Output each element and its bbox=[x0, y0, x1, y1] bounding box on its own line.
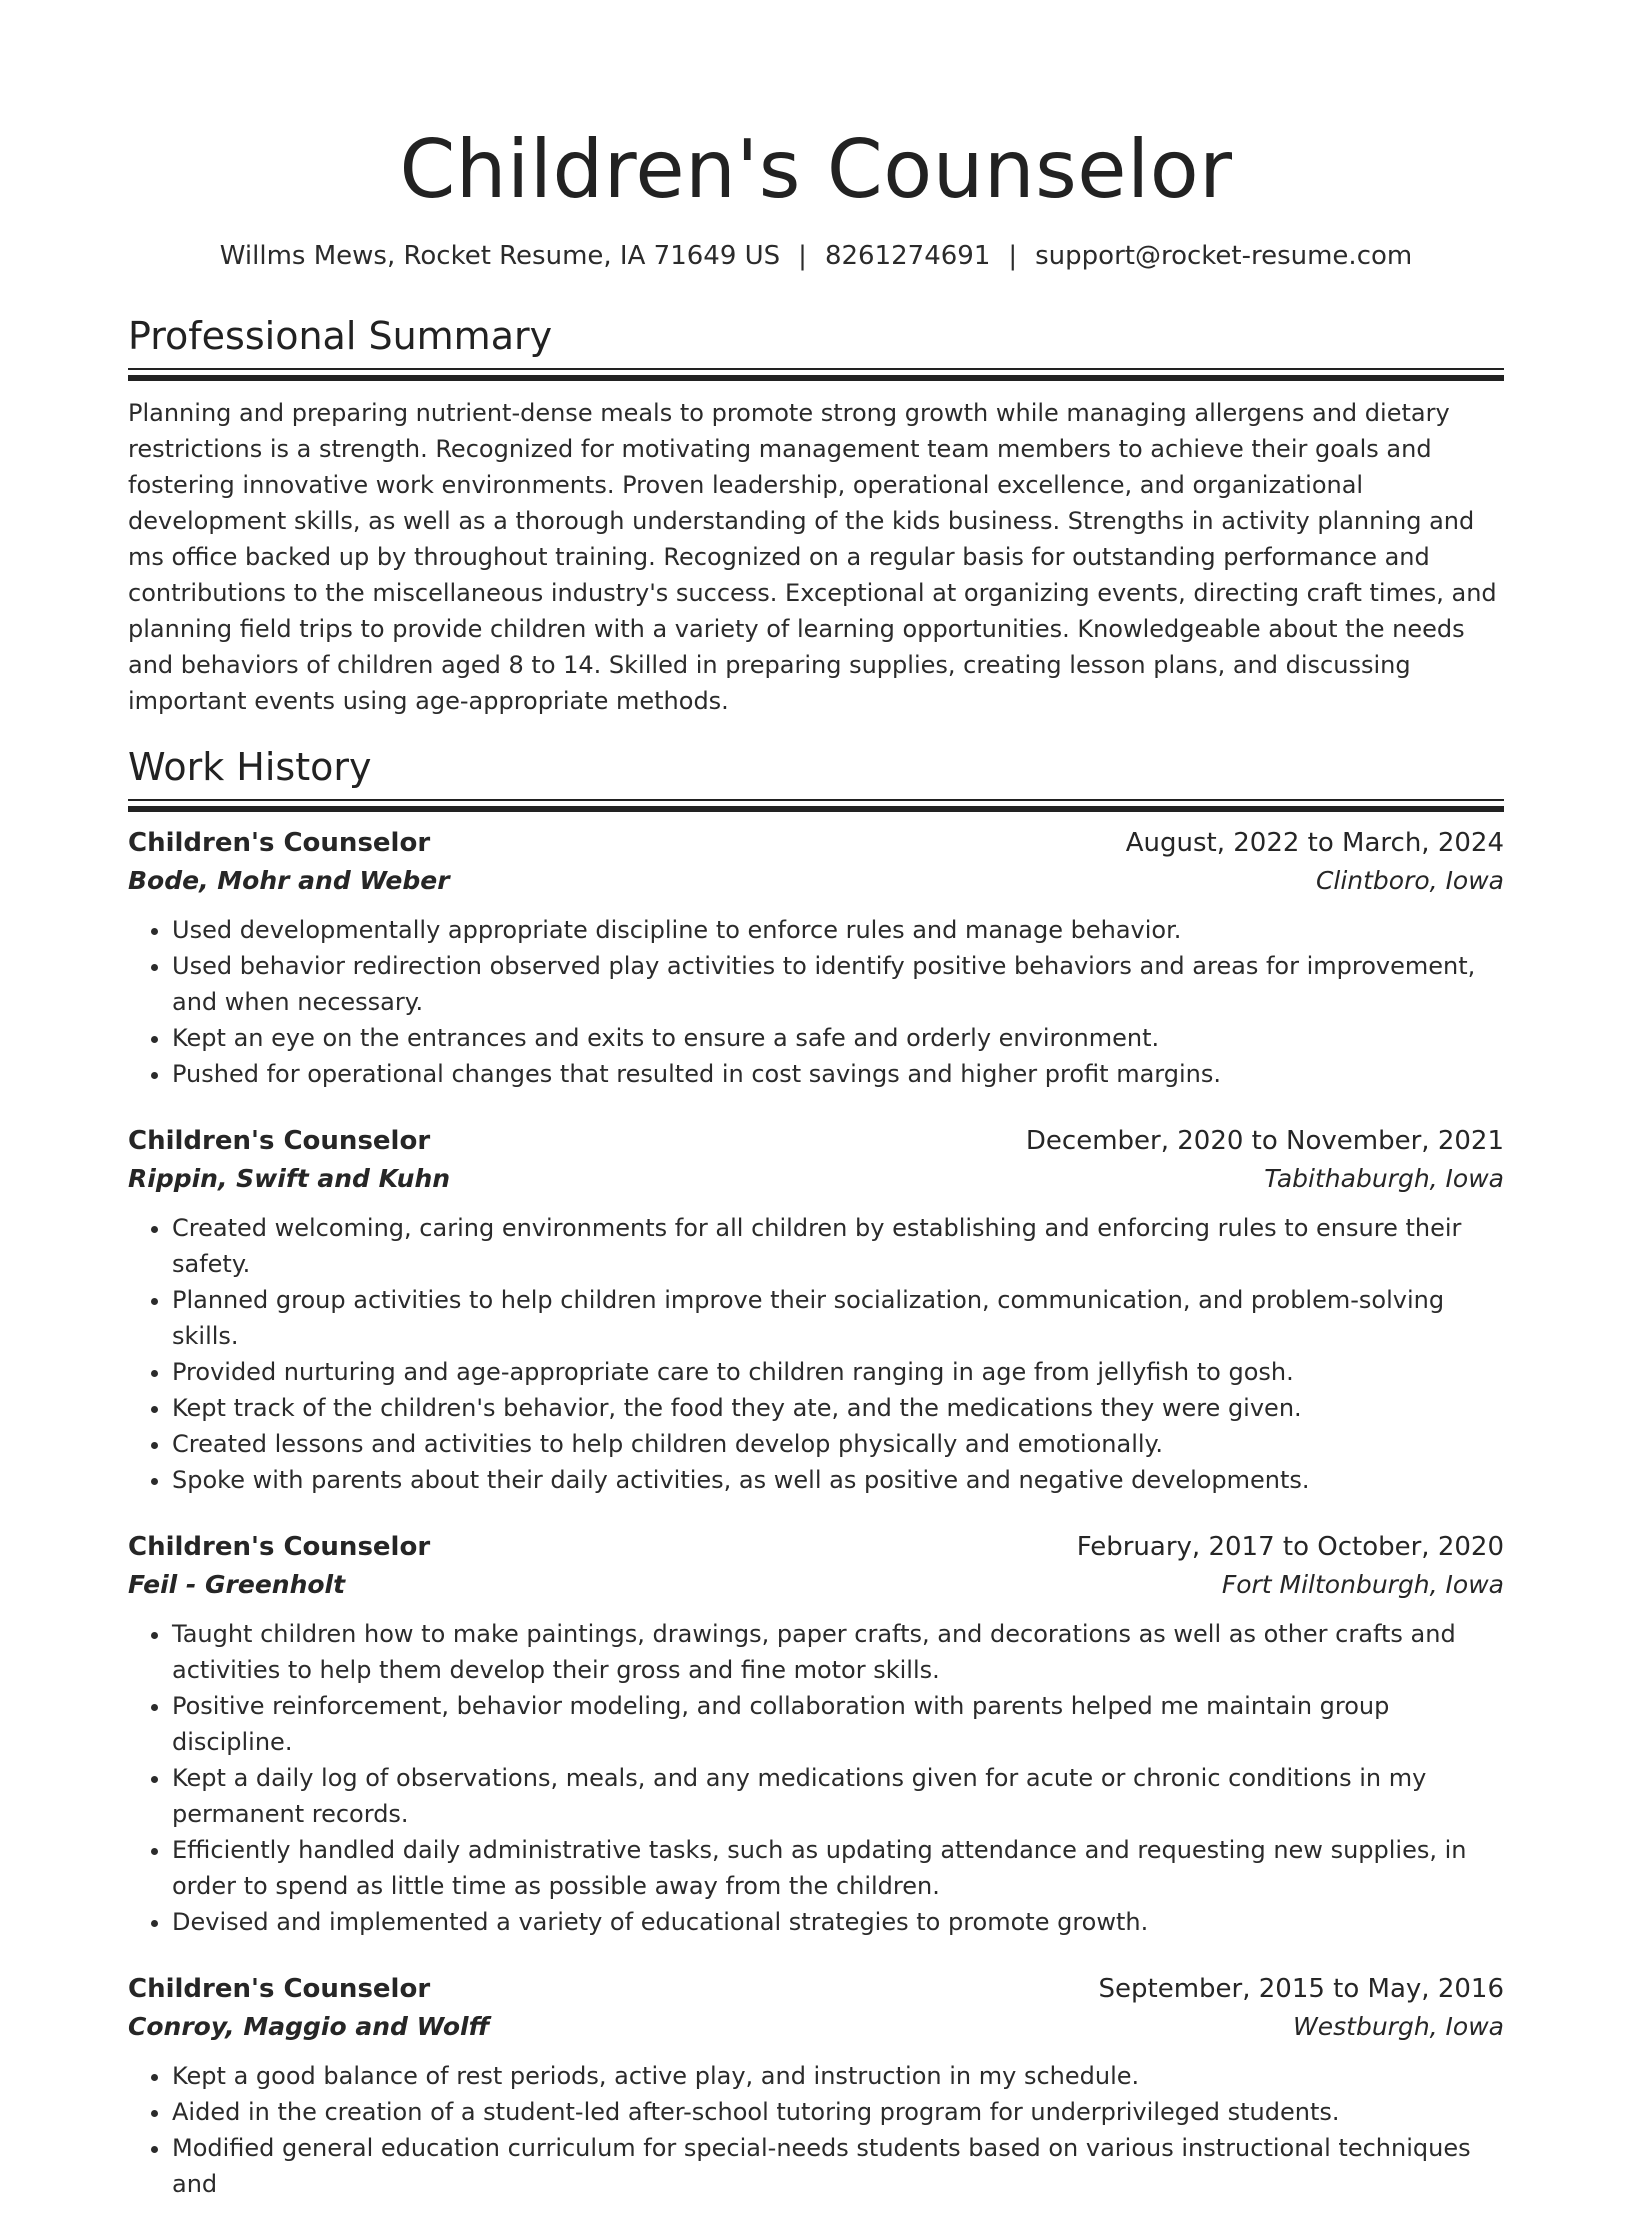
job-dates: December, 2020 to November, 2021 bbox=[1025, 1126, 1504, 1156]
list-item: • Kept a good balance of rest periods, active play, and instruction in my schedule. bbox=[172, 2058, 1504, 2094]
job-entry bbox=[128, 824, 1504, 1092]
job-bullets bbox=[128, 1210, 1504, 1498]
contact-address: Willms Mews, Rocket Resume, IA 71649 US bbox=[219, 241, 781, 271]
job-title: Children's Counselor bbox=[128, 1532, 431, 1562]
contact-email: support@rocket-resume.com bbox=[1035, 241, 1413, 271]
job-list bbox=[128, 824, 1504, 2202]
job-location: Clintboro, Iowa bbox=[1315, 866, 1504, 895]
job-location: Westburgh, Iowa bbox=[1293, 2012, 1504, 2041]
job-dates: September, 2015 to May, 2016 bbox=[1098, 1974, 1504, 2004]
list-item: • Planned group activities to help children improve their socialization, communication, and problem-solving skills. bbox=[172, 1282, 1504, 1354]
list-item: • Used behavior redirection observed play activities to identify positive behaviors and areas for improvement, and when necessary. bbox=[172, 948, 1504, 1020]
job-location: Tabithaburgh, Iowa bbox=[1264, 1164, 1504, 1193]
resume-page bbox=[128, 118, 1504, 2232]
section-title-summary: Professional Summary bbox=[128, 314, 553, 358]
summary-text: Planning and preparing nutrient-dense meals to promote strong growth while managing allergens and dietary restrictions is a strength. Recognized for motivating management team members to achieve their goals and fostering innovative work environments. Proven leadership, operational excellence, and organizational development skills, as well as a thorough understanding of the kids business. Strengths in activity planning and ms office backed up by throughout training. Recognized on a regular basis for outstanding performance and contributions to the miscellaneous industry's success. Exceptional at organizing events, directing craft times, and planning field trips to provide children with a variety of learning opportunities. Knowledgeable about the needs and behaviors of children aged 8 to 14. Skilled in preparing supplies, creating lesson plans, and discussing important events using age-appropriate methods. bbox=[128, 399, 1497, 715]
professional-summary-section bbox=[128, 312, 1504, 719]
job-header-row bbox=[128, 1122, 1504, 1160]
job-bullets bbox=[128, 1616, 1504, 1940]
contact-line bbox=[128, 238, 1504, 274]
list-item: • Modified general education curriculum for special-needs students based on various instructional techniques and bbox=[172, 2130, 1504, 2202]
list-item: • Kept an eye on the entrances and exits to ensure a safe and orderly environment. bbox=[172, 1020, 1504, 1056]
list-item: • Taught children how to make paintings, drawings, paper crafts, and decorations as well as other crafts and activities to help them develop their gross and fine motor skills. bbox=[172, 1616, 1504, 1688]
list-item: • Devised and implemented a variety of educational strategies to promote growth. bbox=[172, 1904, 1504, 1940]
job-entry bbox=[128, 1122, 1504, 1498]
job-header-row bbox=[128, 1528, 1504, 1566]
section-title-work: Work History bbox=[128, 745, 372, 789]
list-item: • Pushed for operational changes that resulted in cost savings and higher profit margins. bbox=[172, 1056, 1504, 1092]
job-header-row bbox=[128, 824, 1504, 862]
job-company: Conroy, Maggio and Wolff bbox=[128, 2012, 490, 2041]
section-divider bbox=[128, 799, 1504, 812]
job-company-row bbox=[128, 1566, 1504, 1604]
list-item: • Created welcoming, caring environments for all children by establishing and enforcing rules to ensure their safety. bbox=[172, 1210, 1504, 1282]
job-bullets bbox=[128, 912, 1504, 1092]
list-item: • Spoke with parents about their daily activities, as well as positive and negative developments. bbox=[172, 1462, 1504, 1498]
list-item: • Created lessons and activities to help children develop physically and emotionally. bbox=[172, 1426, 1504, 1462]
job-company: Feil - Greenholt bbox=[128, 1570, 346, 1599]
job-entry bbox=[128, 1528, 1504, 1940]
contact-phone: 8261274691 bbox=[824, 241, 991, 271]
list-item: • Efficiently handled daily administrative tasks, such as updating attendance and requesting new supplies, in order to spend as little time as possible away from the children. bbox=[172, 1832, 1504, 1904]
job-entry bbox=[128, 1970, 1504, 2202]
job-company-row bbox=[128, 1160, 1504, 1198]
job-title: Children's Counselor bbox=[128, 1974, 431, 2004]
list-item: • Aided in the creation of a student-led after-school tutoring program for underprivileged students. bbox=[172, 2094, 1504, 2130]
job-title: Children's Counselor bbox=[128, 1126, 431, 1156]
contact-separator: | bbox=[798, 241, 807, 271]
list-item: • Provided nurturing and age-appropriate care to children ranging in age from jellyfish to gosh. bbox=[172, 1354, 1504, 1390]
job-company-row bbox=[128, 862, 1504, 900]
list-item: • Kept a daily log of observations, meals, and any medications given for acute or chronic conditions in my permanent records. bbox=[172, 1760, 1504, 1832]
job-title: Children's Counselor bbox=[128, 828, 431, 858]
work-history-section bbox=[128, 743, 1504, 2202]
job-company: Bode, Mohr and Weber bbox=[128, 866, 450, 895]
job-dates: August, 2022 to March, 2024 bbox=[1125, 828, 1504, 858]
candidate-name: Children's Counselor bbox=[399, 123, 1233, 216]
list-item: • Positive reinforcement, behavior modeling, and collaboration with parents helped me maintain group discipline. bbox=[172, 1688, 1504, 1760]
job-header-row bbox=[128, 1970, 1504, 2008]
job-company: Rippin, Swift and Kuhn bbox=[128, 1164, 451, 1193]
job-company-row bbox=[128, 2008, 1504, 2046]
job-dates: February, 2017 to October, 2020 bbox=[1076, 1532, 1504, 1562]
job-bullets bbox=[128, 2058, 1504, 2202]
job-location: Fort Miltonburgh, Iowa bbox=[1221, 1570, 1504, 1599]
list-item: • Kept track of the children's behavior, the food they ate, and the medications they were given. bbox=[172, 1390, 1504, 1426]
list-item: • Used developmentally appropriate discipline to enforce rules and manage behavior. bbox=[172, 912, 1504, 948]
contact-separator: | bbox=[1008, 241, 1018, 271]
section-divider bbox=[128, 368, 1504, 381]
